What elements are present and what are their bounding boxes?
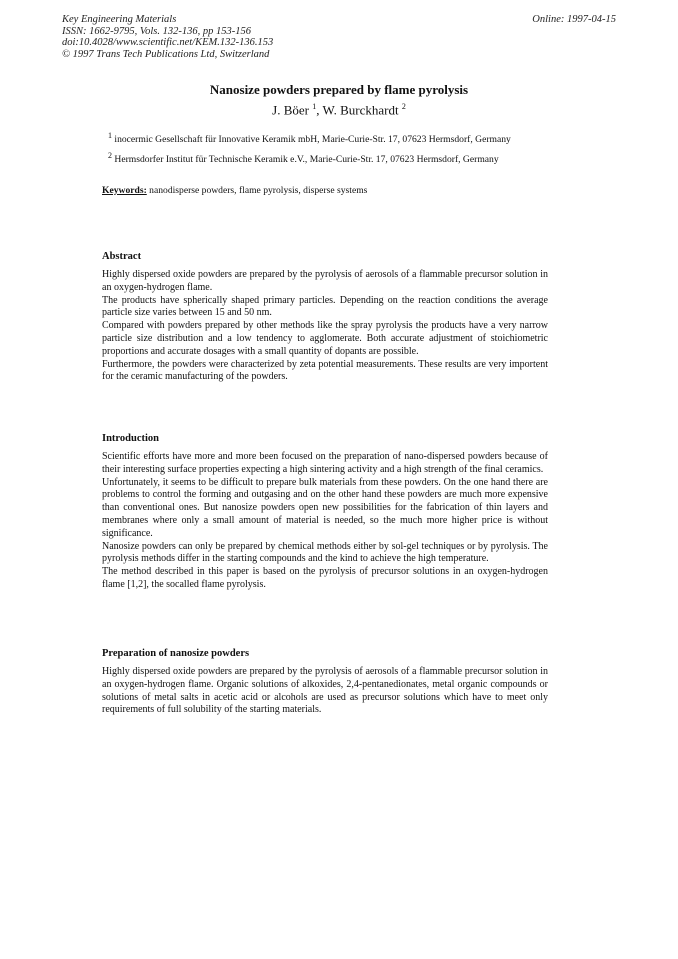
section-introduction [102,432,548,592]
section-abstract [102,250,548,384]
copyright-line: © 1997 Trans Tech Publications Ltd, Switzerland [62,48,270,60]
keywords [102,185,367,196]
paragraph: Furthermore, the powders were characterized by zeta potential measurements. These results are very importent for the ceramic manufacturing of the powders. [102,358,548,383]
paragraph: The products have spherically shaped primary particles. Depending on the reaction conditions the average particle size varies between 15 and 50 nm. [102,294,548,319]
paragraph: The method described in this paper is based on the pyrolysis of precursor solutions in an oxygen-hydrogen flame [1,2], the socalled flame pyrolysis. [102,566,548,590]
paragraph: Highly dispersed oxide powders are prepared by the pyrolysis of aerosols of a flammable precursor solution in an oxygen-hydrogen flame. [102,269,548,293]
section-heading: Preparation of nanosize powders [102,648,250,659]
issn-line: ISSN: 1662-9795, Vols. 132-136, pp 153-156 [62,25,251,37]
section-heading: Abstract [102,251,142,262]
affiliation-2 [108,150,499,166]
section-heading: Introduction [102,433,159,444]
doi-line: doi:10.4028/www.scientific.net/KEM.132-136.153 [62,37,274,48]
author-list [0,102,678,118]
affiliation-text: inocermic Gesellschaft für Innovative Keramik mbH, Marie-Curie-Str. 17, 07623 Hermsdorf, Germany [114,134,511,146]
paragraph: Compared with powders prepared by other methods like the spray pyrolysis the products have a very narrow particle size distribution and a low tendency to agglomerate. Both accurate adjustment of stoichiometric proportions and accurate dosages with a small quantity of dopants are possible. [102,320,548,357]
journal-header [62,14,273,60]
affiliation-number: 2 [108,151,112,160]
keywords-label: Keywords: [102,185,147,196]
section-preparation [102,647,548,717]
author-name: J. Böer [272,102,309,118]
paragraph: Highly dispersed oxide powders are prepared by the pyrolysis of aerosols of a flammable precursor solution in an oxygen-hydrogen flame. Organic solutions of alkoxides, 2,4-pentanedionates, metal organic compounds or solutions of metal salts in acetic acid or alcohols are used as precursor solutions which have to meet only requirements of full solubility of the starting materials. [102,666,548,716]
paper-title: Nanosize powders prepared by flame pyrolysis [209,82,469,97]
journal-name: Key Engineering Materials [62,14,177,25]
author-separator: , [316,102,323,118]
paragraph: Scientific efforts have more and more been focused on the preparation of nano-dispersed powders because of their interesting surface properties expecting a high sintering activity and a high strength of the final ceramics. [102,451,548,475]
author-affiliation-mark: 2 [401,102,406,111]
paragraph: Nanosize powders can only be prepared by chemical methods either by sol-gel techniques or by pyrolysis. The pyrolysis methods differ in the starting compounds and the kind to achieve the high temperature. [102,540,548,565]
online-date: Online: 1997-04-15 [532,14,616,25]
author-affiliation-mark: 1 [312,102,317,111]
affiliation-1 [108,130,511,146]
author-name: W. Burckhardt [322,102,399,118]
affiliation-text: Hermsdorfer Institut für Technische Keramik e.V., Marie-Curie-Str. 17, 07623 Hermsdorf, Germany [114,154,499,166]
paragraph: Unfortunately, it seems to be difficult to prepare bulk materials from these powders. On the one hand there are problems to control the forming and outgasing and on the other hand these powders are much more expensive than conventional ones. But nanosize powders open new possibilities for the fabrication of thin layers and membranes where only a small amount of material is needed, so the much more higher price is without significance. [102,476,548,539]
keywords-text: nanodisperse powders, flame pyrolysis, disperse systems [149,185,368,196]
affiliation-number: 1 [108,131,112,140]
